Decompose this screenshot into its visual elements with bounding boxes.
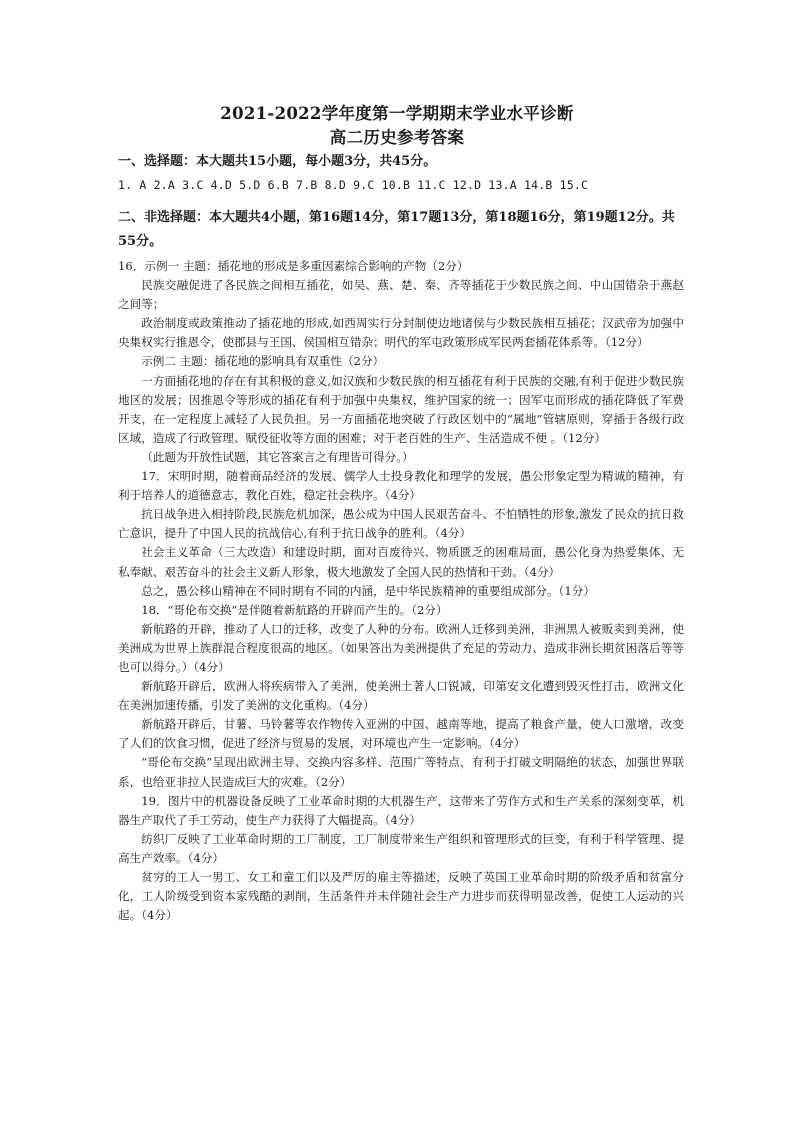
q18-paragraph: 新航路开辟后，欧洲人将疾病带入了美洲，使美洲土著人口锐减，印第安文化遭到毁灭性打击，欧洲文化在美洲加速传播，引发了美洲的文化重构。（4分） bbox=[118, 679, 684, 713]
q18-paragraph: 新航路开辟后，甘薯、马铃薯等农作物传入亚洲的中国、越南等地，提高了粮食产量，使人口激增，改变了人们的饮食习惯，促进了经济与贸易的发展，对环境也产生一定影响。（4分） bbox=[118, 717, 684, 751]
answer-body bbox=[118, 257, 684, 925]
q16-paragraph: 政治制度或政策推动了插花地的形成,如西周实行分封制使边地诸侯与少数民族相互插花；汉武帝为加强中央集权实行推恩令，使郡县与王国、侯国相互错杂；明代的军屯政策形成军民两套插花体系等。（12分） bbox=[118, 316, 684, 350]
q17-paragraph: 社会主义革命（三大改造）和建设时期，面对百废待兴、物质匮乏的困难局面，愚公化身为热爱集体、无私奉献、艰苦奋斗的社会主义新人形象，极大地激发了全国人民的热情和干劲。（4分） bbox=[118, 545, 684, 579]
q16-note: （此题为开放性试题，其它答案言之有理皆可得分。） bbox=[141, 449, 414, 464]
document-subtitle: 高二历史参考答案 bbox=[329, 128, 465, 147]
q16-paragraph: 一方面插花地的存在有其积极的意义,如汉族和少数民族的相互插花有利于民族的交融,有利于促进少数民族地区的发展；因推恩令等形成的插花有利于加强中央集权，维护国家的统一；因军屯而形成的插花降低了军费开支，在一定程度上减轻了人民负担。另一方面插花地突破了行政区划中的“属地”管辖原则，穿插于各级行政区域，造成了行政管理、赋役征收等方面的困难；对于老百姓的生产、生活造成不便 。（12分） bbox=[118, 373, 684, 445]
q16-paragraph: 民族交融促进了各民族之间相互插花，如吴、燕、楚、秦、齐等插花于少数民族之间、中山国错杂于燕赵之间等； bbox=[118, 278, 684, 312]
q18-paragraph: “哥伦布交换”呈现出欧洲主导、交换内容多样、范围广等特点，有利于打破文明隔绝的状态，加强世界联系，也给亚非拉人民造成巨大的灾难。（2分） bbox=[118, 755, 684, 789]
q19-paragraph: 纺织厂反映了工业革命时期的工厂制度，工厂制度带来生产组织和管理形式的巨变，有利于科学管理、提高生产效率。（4分） bbox=[118, 831, 684, 865]
section-1-heading: 一、选择题：本大题共15小题，每小题3分，共45分。 bbox=[118, 154, 437, 169]
q17-paragraph: 17．宋明时期，随着商品经济的发展、儒学人士投身教化和理学的发展，愚公形象定型为精诚的精神，有利于培养人的道德意志，教化百姓，稳定社会秩序。（4分） bbox=[118, 469, 684, 503]
q17-paragraph: 总之，愚公移山精神在不同时期有不同的内涵，是中华民族精神的重要组成部分。（1分） bbox=[141, 583, 595, 598]
q16-example2-theme: 示例二 主题：插花地的影响具有双重性（2分） bbox=[141, 354, 385, 369]
section-2-heading: 二、非选择题：本大题共4小题，第16题14分，第17题13分，第18题16分，第19题12分。共55分。 bbox=[118, 210, 675, 249]
q18-paragraph: 新航路的开辟，推动了人口的迁移，改变了人种的分布。欧洲人迁移到美洲，非洲黑人被贩卖到美洲，使美洲成为世界上族群混合程度很高的地区。（如果答出为美洲提供了充足的劳动力、造成非洲长期贫困落后等等也可以得分。）（4分） bbox=[118, 621, 684, 674]
multiple-choice-answers: 1. A 2.A 3.C 4.D 5.D 6.B 7.B 8.D 9.C 10.B 11.C 12.D 13.A 14.B 15.C bbox=[118, 178, 589, 192]
document-title: 2021-2022学年度第一学期期末学业水平诊断 bbox=[220, 104, 574, 123]
q17-paragraph: 抗日战争进入相持阶段,民族危机加深，愚公成为中国人民艰苦奋斗、不怕牺牲的形象,激发了民众的抗日救亡意识，提升了中国人民的抗战信心,有利于抗日战争的胜利。（4分） bbox=[118, 507, 684, 541]
q18-paragraph: 18．“哥伦布交换”是伴随着新航路的开辟而产生的。（2分） bbox=[141, 602, 448, 617]
q16-example1-theme: 16．示例一 主题：插花地的形成是多重因素综合影响的产物（2分） bbox=[118, 259, 469, 273]
q19-paragraph: 19．图片中的机器设备反映了工业革命时期的大机器生产，这带来了劳作方式和生产关系的深刻变革，机器生产取代了手工劳动，使生产力获得了大幅提高。（4分） bbox=[118, 793, 684, 827]
q19-paragraph: 贫穷的工人一男工、女工和童工们以及严厉的雇主等描述，反映了英国工业革命时期的阶级矛盾和贫富分化，工人阶级受到资本家残酷的剥削，生活条件并未伴随社会生产力进步而获得明显改善，促使工人运动的兴起。（4分） bbox=[118, 870, 684, 923]
